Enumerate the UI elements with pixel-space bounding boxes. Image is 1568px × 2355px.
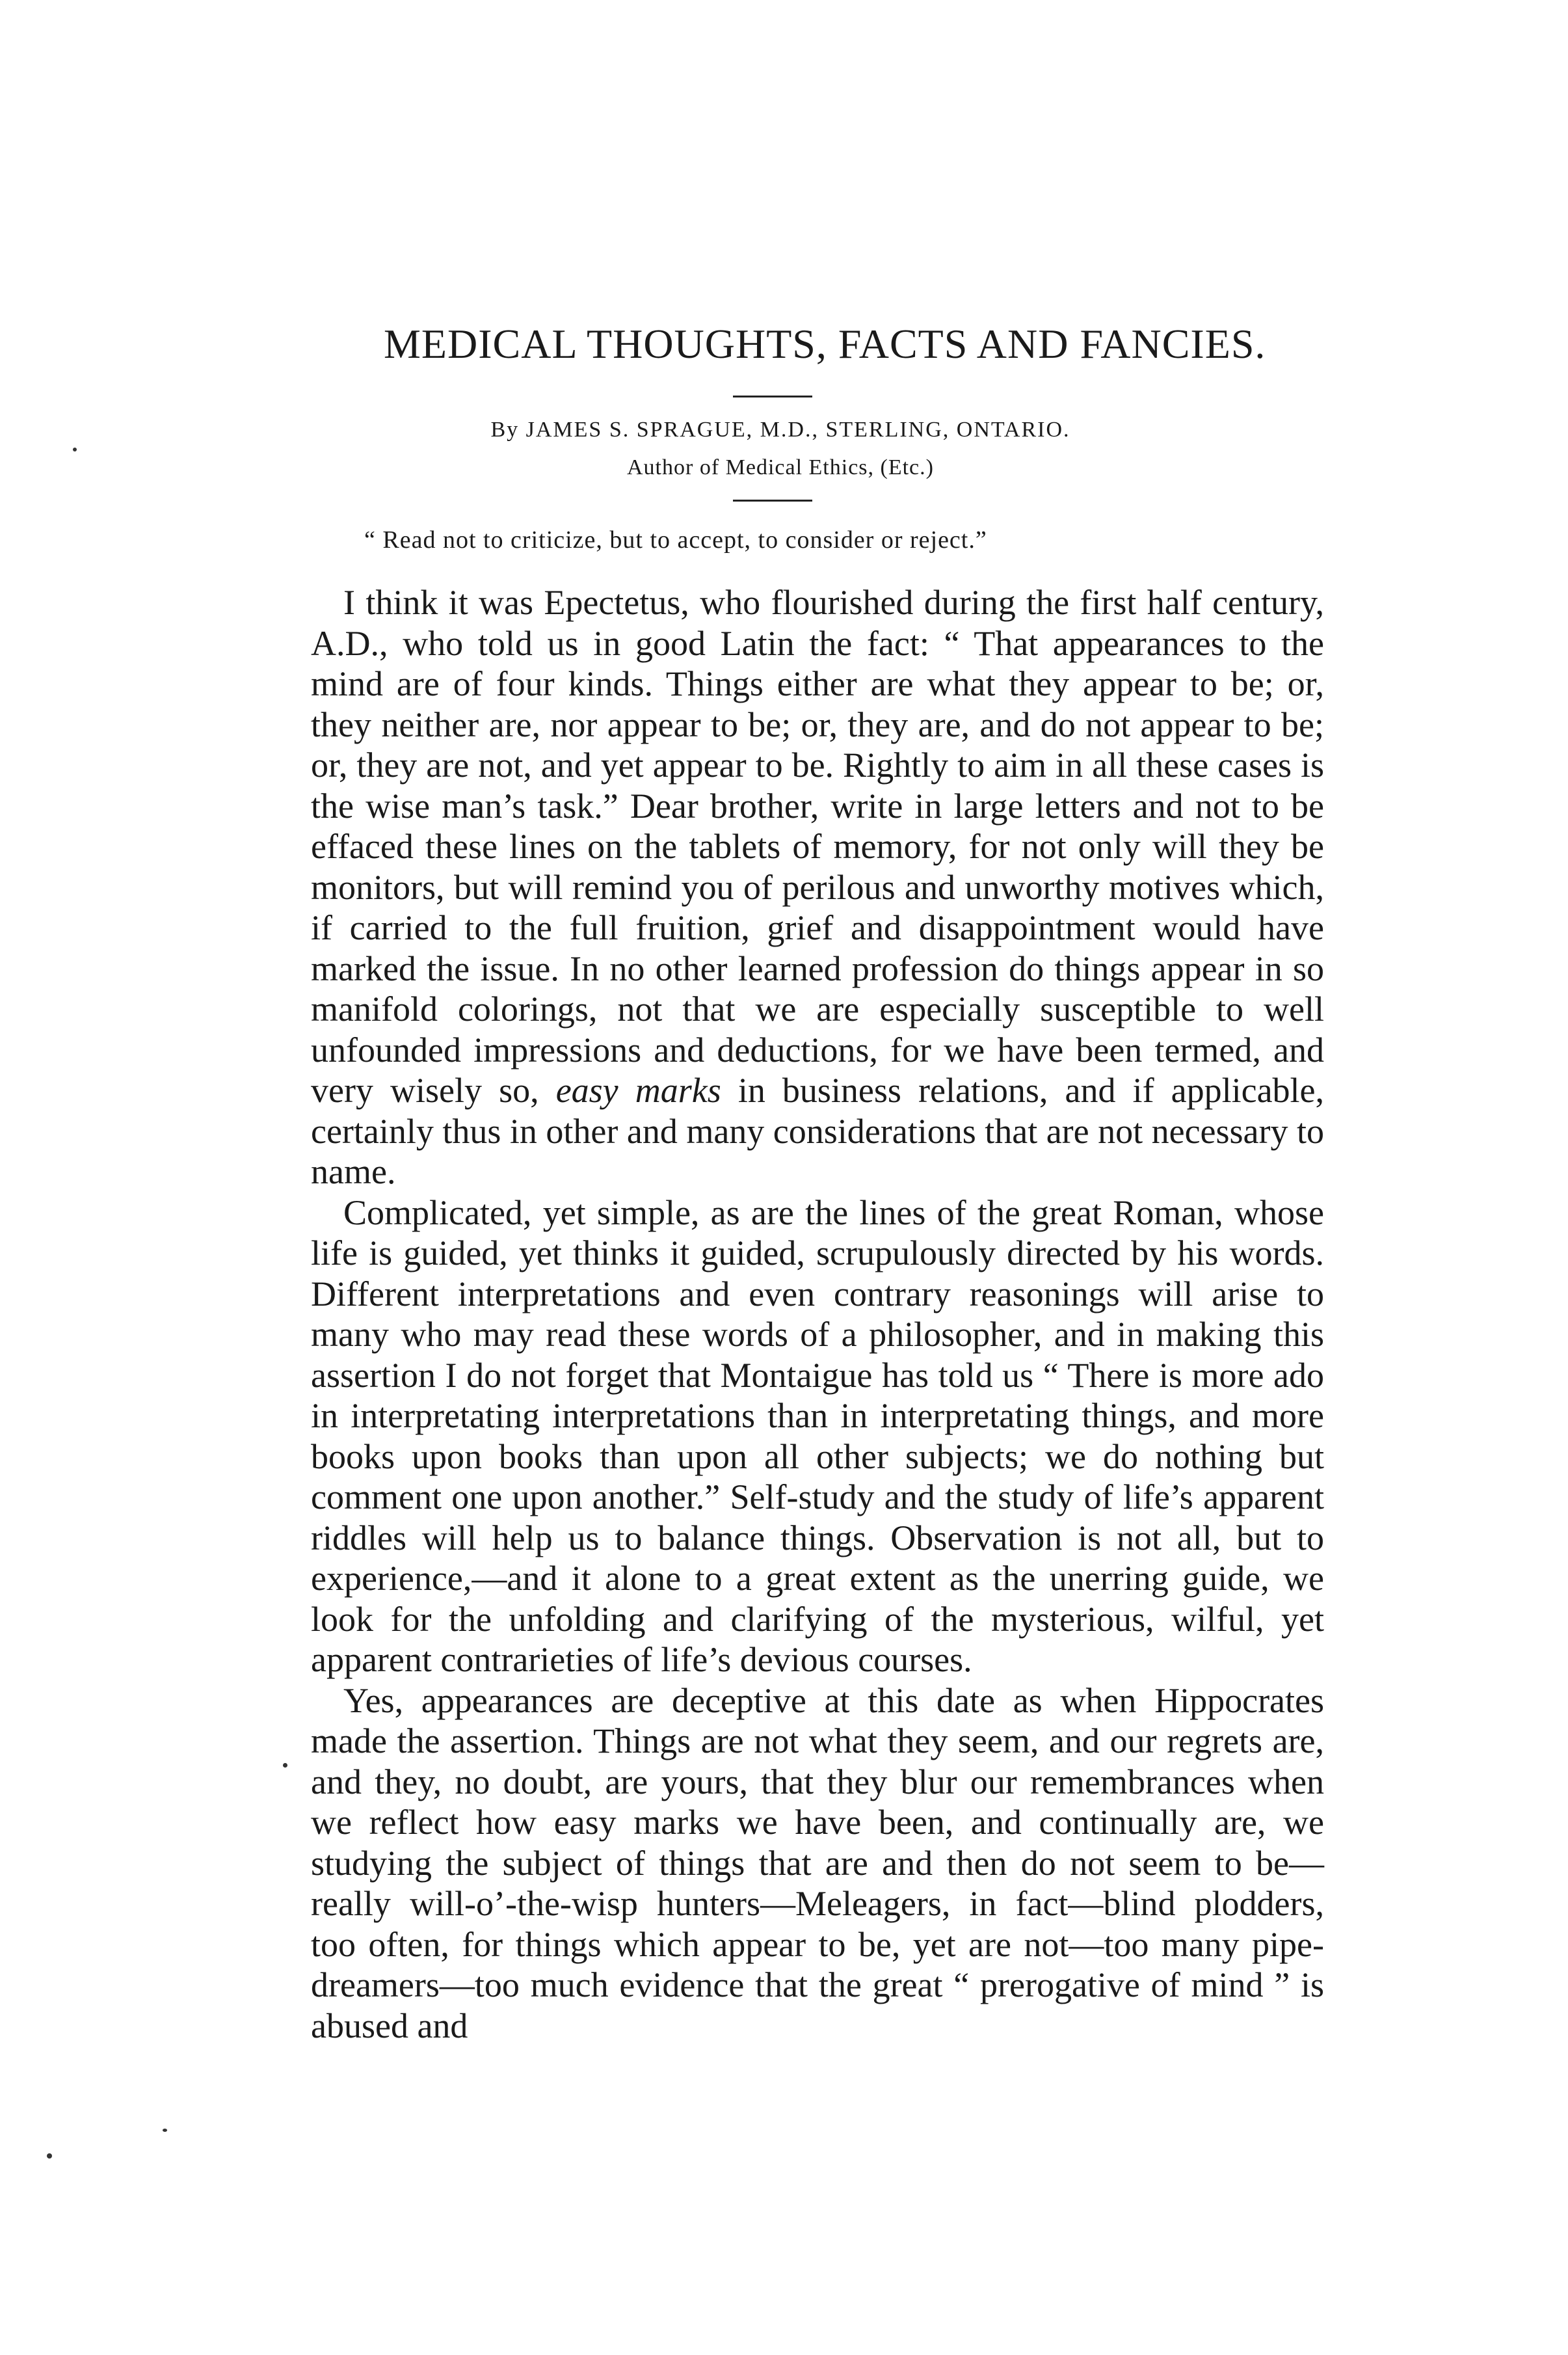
scan-speck	[73, 448, 77, 451]
byline-divider	[733, 500, 812, 502]
paragraph-text: I think it was Epectetus, who flourished during the first half century, A.D., who told us in good Latin the fact: “ That appearances to the mind are of four kinds. Things either are what they appear to be; or, they neither are, nor appear to be; or, they are, and do not appear to be; or, they are not, and yet appear to be. Rightly to aim in all these cases is the wise man’s task.” Dear brother, write in large letters and not to be effaced these lines on the tablets of memory, for not only will they be monitors, but will remind you of perilous and unworthy motives which, if carried to the full fruition, grief and disappointment would have marked the issue. In no other learned profession do things appear in so manifold colorings, not that we are especially susceptible to well unfounded impressions and deductions, for we have been termed, and very wisely so,	[311, 583, 1324, 1110]
paragraph	[311, 1680, 1324, 2047]
paragraph	[311, 582, 1324, 1192]
author-credentials: Author of Medical Ethics, (Etc.)	[627, 455, 934, 479]
emphasis-text: easy marks	[555, 1071, 721, 1110]
paragraph-text: Complicated, yet simple, as are the lines of the great Roman, whose life is guided, yet thinks it guided, scrupulously directed by his words. Different interpretations and even contrary reasonings will arise to many who may read these words of a philosopher, and in making this assertion I do not forget that Montaigue has told us “ There is more ado in interpretating interpretations than in interpretating things, and more books upon books than upon all other subjects; we do nothing but comment one upon another.” Self-study and the study of life’s apparent riddles will help us to balance things. Observation is not all, but to experience,—and it alone to a great extent as the unerring guide, we look for the unfolding and clarifying of the mysterious, wilful, yet apparent contrarieties of life’s devious courses.	[311, 1192, 1324, 1679]
paragraph	[311, 1192, 1324, 1680]
author-byline: By JAMES S. SPRAGUE, M.D., STERLING, ONTARIO.	[490, 418, 1070, 442]
scan-speck	[163, 2129, 167, 2132]
article-title: MEDICAL THOUGHTS, FACTS AND FANCIES.	[384, 321, 1266, 367]
paragraph-text: in business relations, and if applicable, certainly thus in other and many considerations that are not necessary to name.	[311, 1071, 1325, 1191]
article-body	[311, 582, 1324, 2046]
scan-speck	[47, 2153, 52, 2159]
paragraph-text: Yes, appearances are deceptive at this date as when Hippocrates made the assertion. Things are not what they seem, and our regrets are, and they, no doubt, are yours, that they blur our remembrances when we reflect how easy marks we have been, and continually are, we studying the subject of things that are and then do not seem to be—really will-o’-the-wisp hunters—Meleagers, in fact—blind plodders, too often, for things which appear to be, yet are not—too many pipe-dreamers—too much evidence that the great “ prerogative of mind ” is abused and	[311, 1680, 1324, 2045]
title-divider	[733, 396, 812, 397]
epigraph: “ Read not to criticize, but to accept, to consider or reject.”	[364, 526, 987, 554]
scan-speck	[283, 1763, 287, 1768]
